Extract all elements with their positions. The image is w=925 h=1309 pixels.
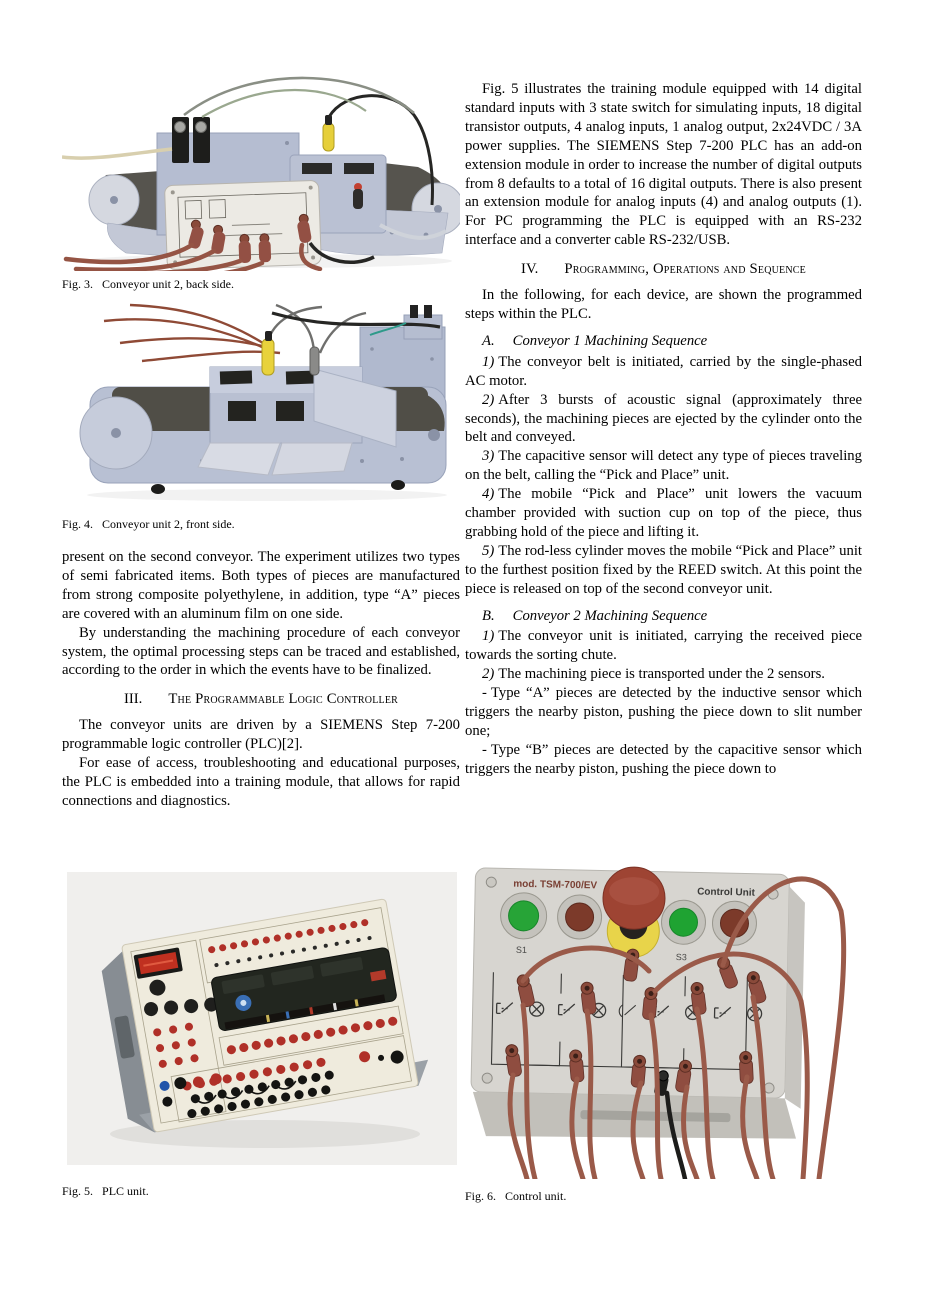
paragraph: present on the second conveyor. The experiment utilizes two types of semi fabricated items. Both types of pieces are manufactured from strong composite polyethylene, in addition, type “A” pieces are covered with an aluminum film on one side. — [62, 549, 460, 622]
section-number: IV. — [521, 261, 539, 278]
figure-3-photo — [62, 57, 460, 271]
left-column — [62, 0, 460, 1309]
figure-4-label: Fig. 4. — [62, 517, 94, 531]
figure-6-text: Control unit. — [505, 1189, 567, 1203]
figure-5-photo — [67, 872, 457, 1165]
red-button-s2 — [565, 903, 594, 932]
brown-wires — [104, 305, 280, 361]
figure-6-caption — [465, 1189, 566, 1204]
figure-3-label: Fig. 3. — [62, 277, 94, 291]
paragraph: The conveyor units are driven by a SIEMENS Step 7-200 programmable logic controller (PLC)[2]. — [62, 717, 460, 753]
subsection-b-heading: B. Conveyor 2 Machining Sequence — [482, 607, 708, 624]
conveyor-front-illustration — [62, 299, 460, 507]
list-item: - Type “B” pieces are detected by the capacitive sensor which triggers the nearby piston, pushing the piece down to — [465, 741, 862, 777]
section-heading-4 — [465, 260, 862, 279]
section-title: Programming, Operations and Sequence — [564, 261, 806, 278]
junction-box — [165, 180, 322, 269]
list-item: 3) The capacitive sensor will detect any type of pieces traveling on the belt, calling the “Pick and Place” unit. — [465, 448, 862, 484]
figure-3-caption — [62, 277, 234, 292]
model-label: mod. TSM-700/EV — [513, 878, 598, 892]
paragraph: By understanding the machining procedure of each conveyor system, the optimal processing steps can be traced and established, according to the order in which the events have to be finalized. — [62, 624, 460, 679]
conveyor-back-illustration — [62, 57, 460, 271]
list-item: 2) After 3 bursts of acoustic signal (approximately three seconds), the machining pieces are ejected by the cylinder onto the belt and conveyed. — [465, 391, 862, 446]
control-unit-illustration — [465, 843, 862, 1179]
figure-6-label: Fig. 6. — [465, 1189, 497, 1203]
control-unit-label: Control Unit — [697, 886, 755, 899]
figure-4-caption — [62, 517, 235, 532]
figure-4-photo — [62, 299, 460, 507]
green-button-s3 — [669, 908, 698, 937]
plc-unit-illustration — [67, 872, 457, 1165]
section-number: III. — [124, 691, 143, 708]
capacitive-sensor — [323, 123, 334, 151]
figure-6-photo — [465, 843, 862, 1179]
capacitive-sensor — [262, 339, 274, 375]
green-button-s1 — [508, 901, 539, 932]
s3-label: S3 — [675, 952, 687, 963]
right-column — [465, 0, 862, 1309]
list-item: 1) The conveyor unit is initiated, carrying the received piece towards the sorting chute. — [465, 628, 862, 664]
figure-4-text: Conveyor unit 2, front side. — [102, 517, 235, 531]
s1-label: S1 — [515, 944, 528, 955]
list-item: 1) The conveyor belt is initiated, carried by the single-phased AC motor. — [465, 353, 862, 389]
paragraph: For ease of access, troubleshooting and educational purposes, the PLC is embedded into a training module, that allows for rapid connections and diagnostics. — [62, 755, 460, 809]
figure-3-text: Conveyor unit 2, back side. — [102, 277, 234, 291]
list-item: 5) The rod-less cylinder moves the mobile “Pick and Place” unit to the furthest position fixed by the REED switch. At this point the piece is released on top of the second conveyor unit. — [465, 542, 862, 597]
emergency-stop-button — [602, 867, 666, 958]
figure-5-text: PLC unit. — [102, 1184, 149, 1198]
list-item: 2) The machining piece is transported under the 2 sensors. — [482, 666, 825, 683]
list-item: 4) The mobile “Pick and Place” unit lowers the vacuum chamber provided with suction cup on top of the piece, thus grabbing hold of the piece and lifting it. — [465, 486, 862, 540]
paragraph: Fig. 5 illustrates the training module equipped with 14 digital standard inputs with 3 state switch for simulating inputs, 18 digital transistor outputs, 4 analog inputs, 1 analog output, 2x24VDC / 3A power supplies. The SIEMENS Step 7-200 PLC has an add-on extension module in order to increase the number of digital outputs from 8 defaults to a total of 16 digital outputs. There is also present an extension module for analog inputs (4) and analog outputs (1). For PC programming the PLC is equipped with an RS-232 interface and a converter cable RS-232/USB. — [465, 81, 862, 249]
section-heading-3 — [62, 690, 460, 709]
right-text-flow — [465, 80, 862, 779]
paragraph: In the following, for each device, are shown the programmed steps within the PLC. — [465, 287, 862, 322]
section-title: The Programmable Logic Controller — [168, 691, 398, 708]
subsection-a-heading: A. Conveyor 1 Machining Sequence — [482, 332, 708, 349]
list-item: - Type “A” pieces are detected by the inductive sensor which triggers the nearby piston, pushing the piece down to slit number one; — [465, 685, 862, 739]
figure-5-caption — [62, 1184, 149, 1199]
sensor-cables — [268, 305, 366, 353]
left-text-flow — [62, 548, 460, 811]
figure-5-label: Fig. 5. — [62, 1184, 94, 1198]
